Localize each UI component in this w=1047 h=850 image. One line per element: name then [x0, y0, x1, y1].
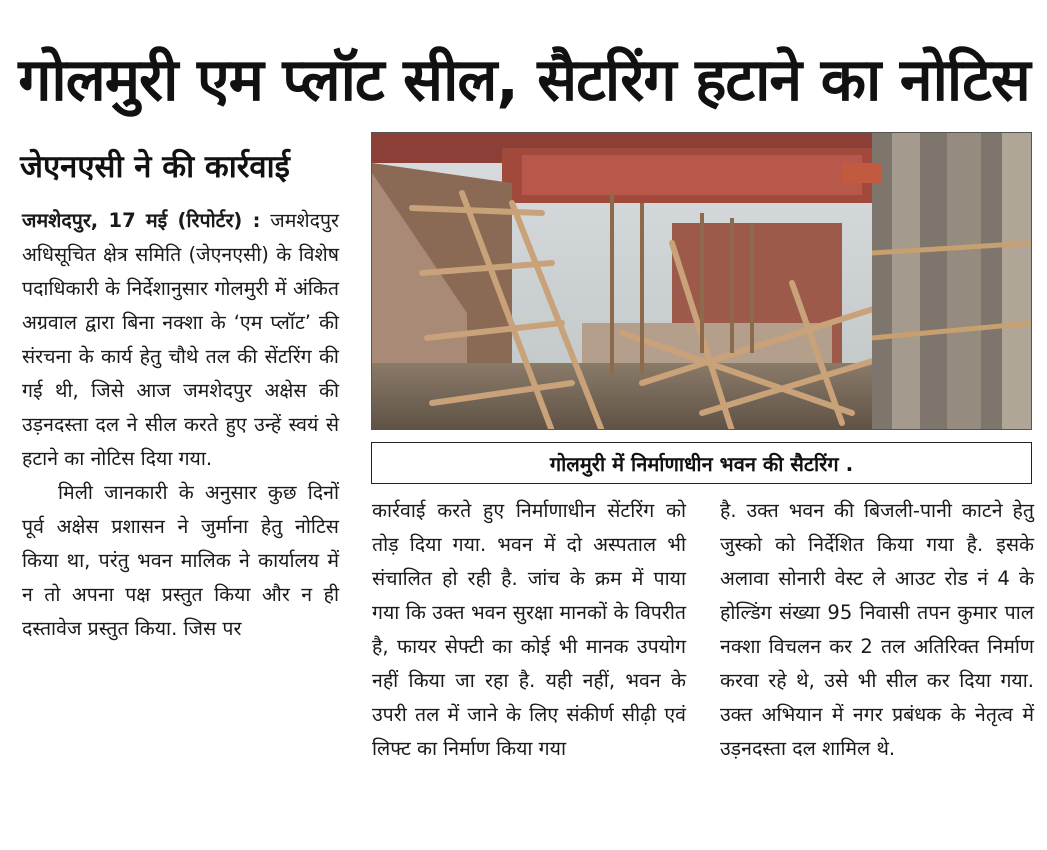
article-column-1 [22, 204, 339, 646]
article-paragraph-1 [22, 204, 339, 476]
article-paragraph-4: है. उक्त भवन की बिजली-पानी काटने हेतु जुस्को को निर्देशित किया गया है. इसके अलावा सोनारी वेस्ट ले आउट रोड नं 4 के होल्डिंग संख्या 95 निवासी तपन कुमार पाल नक्शा विचलन कर 2 तल अतिरिक्त निर्माण करवा रहे थे, उसे भी सील कर दिया गया. उक्त अभियान में नगर प्रबंधक के नेतृत्व में उड़नदस्ता दल शामिल थे. [720, 499, 1034, 760]
article-column-3 [720, 494, 1034, 766]
article-paragraph-2: मिली जानकारी के अनुसार कुछ दिनों पूर्व अक्षेस प्रशासन ने जुर्माना हेतु नोटिस किया था, परंतु भवन मालिक ने कार्यालय में न तो अपना पक्ष प्रस्तुत किया और न ही दस्तावेज प्रस्तुत किया. जिस पर [22, 481, 339, 640]
construction-photo-image [372, 133, 1032, 430]
construction-photo [371, 132, 1032, 430]
article-paragraph-3: कार्रवाई करते हुए निर्माणाधीन सेंटरिंग को तोड़ दिया गया. भवन में दो अस्पताल भी संचालित हो रही है. जांच के क्रम में पाया गया कि उक्त भवन सुरक्षा मानकों के विपरीत है, फायर सेफ्टी का कोई भी मानक उपयोग नहीं किया जा रहा है. यही नहीं, भवन के उपरी तल में जाने के लिए संकीर्ण सीढ़ी एवं लिफ्ट का निर्माण किया गया [372, 499, 686, 760]
article-column-2 [372, 494, 686, 766]
photo-caption: गोलमुरी में निर्माणाधीन भवन की सैटरिंग . [549, 451, 854, 476]
headline: गोलमुरी एम प्लॉट सील, सैटरिंग हटाने का नोटिस [18, 45, 1030, 114]
article-paragraph-1-text: जमशेदपुर अधिसूचित क्षेत्र समिति (जेएनएसी) के विशेष पदाधिकारी के निर्देशानुसार गोलमुरी में अंकित अग्रवाल द्वारा बिना नक्शा के ‘एम प्लॉट’ की संरचना के कार्य हेतु चौथे तल की सेंटरिंग की गई थी, जिसे आज जमशेदपुर अक्षेस की उड़नदस्ता दल ने सील करते हुए उन्हें स्वयं से हटाने का नोटिस दिया गया. [22, 209, 340, 470]
photo-caption-box [371, 442, 1032, 484]
subheadline: जेएनएसी ने की कार्रवाई [20, 149, 290, 185]
dateline: जमशेदपुर, 17 मई (रिपोर्टर) : [22, 209, 261, 232]
